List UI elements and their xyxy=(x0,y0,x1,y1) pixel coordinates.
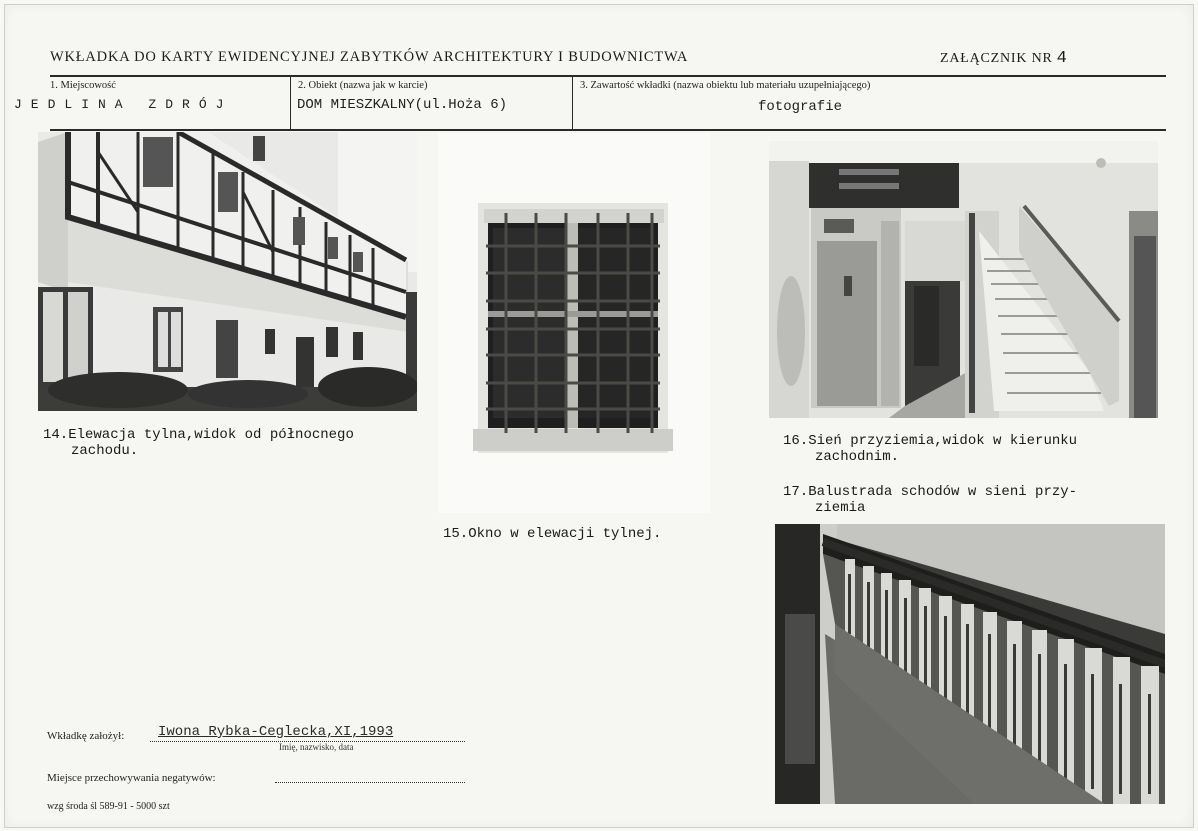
caption-17-line-2: ziemia xyxy=(815,500,866,516)
caption-16 xyxy=(783,433,1077,465)
content-value: fotografie xyxy=(758,99,843,115)
object-label: 2. Obiekt (nazwa jak w karcie) xyxy=(298,80,428,91)
print-note: wzg środa śl 589-91 - 5000 szt xyxy=(47,801,170,812)
caption-17-line-1: 17.Balustrada schodów w sieni przy- xyxy=(783,484,1078,500)
author-value: Iwona Rybka-Ceglecka,XI,1993 xyxy=(158,724,394,740)
photo-17-balustrade xyxy=(775,524,1165,804)
locality-value: JEDLINA ZDRÓJ xyxy=(14,97,233,112)
object-value: DOM MIESZKALNY(ul.Hoża 6) xyxy=(297,97,508,113)
photo-16-hallway xyxy=(769,141,1158,418)
locality-label: 1. Miejscowość xyxy=(50,80,116,91)
caption-14-line-1: 14.Elewacja tylna,widok od północnego xyxy=(43,427,354,443)
caption-16-line-2: zachodnim. xyxy=(815,449,900,465)
annex-label xyxy=(940,49,1068,68)
header-rule-top xyxy=(50,75,1166,77)
photo-15-window xyxy=(438,133,710,513)
caption-15: 15.Okno w elewacji tylnej. xyxy=(443,526,662,542)
document-title: WKŁADKA DO KARTY EWIDENCYJNEJ ZABYTKÓW ARCHITEKTURY I BUDOWNICTWA xyxy=(50,49,689,65)
header-rule-bottom xyxy=(50,129,1166,131)
author-hint: Imię, nazwisko, data xyxy=(279,742,354,752)
storage-dotted-line xyxy=(275,782,465,783)
caption-14 xyxy=(43,427,354,459)
caption-14-line-2: zachodu. xyxy=(71,443,139,459)
author-label: Wkładkę założył: xyxy=(47,730,125,742)
content-label: 3. Zawartość wkładki (nazwa obiektu lub materiału uzupełniającego) xyxy=(580,80,871,91)
field-separator xyxy=(572,77,573,129)
field-separator xyxy=(290,77,291,129)
caption-16-line-1: 16.Sień przyziemia,widok w kierunku xyxy=(783,433,1078,449)
storage-label: Miejsce przechowywania negatywów: xyxy=(47,772,216,784)
annex-number: 4 xyxy=(1056,49,1068,68)
annex-label-text: ZAŁĄCZNIK NR xyxy=(940,51,1053,66)
caption-17 xyxy=(783,484,1077,516)
photo-14-rear-elevation xyxy=(38,132,417,411)
